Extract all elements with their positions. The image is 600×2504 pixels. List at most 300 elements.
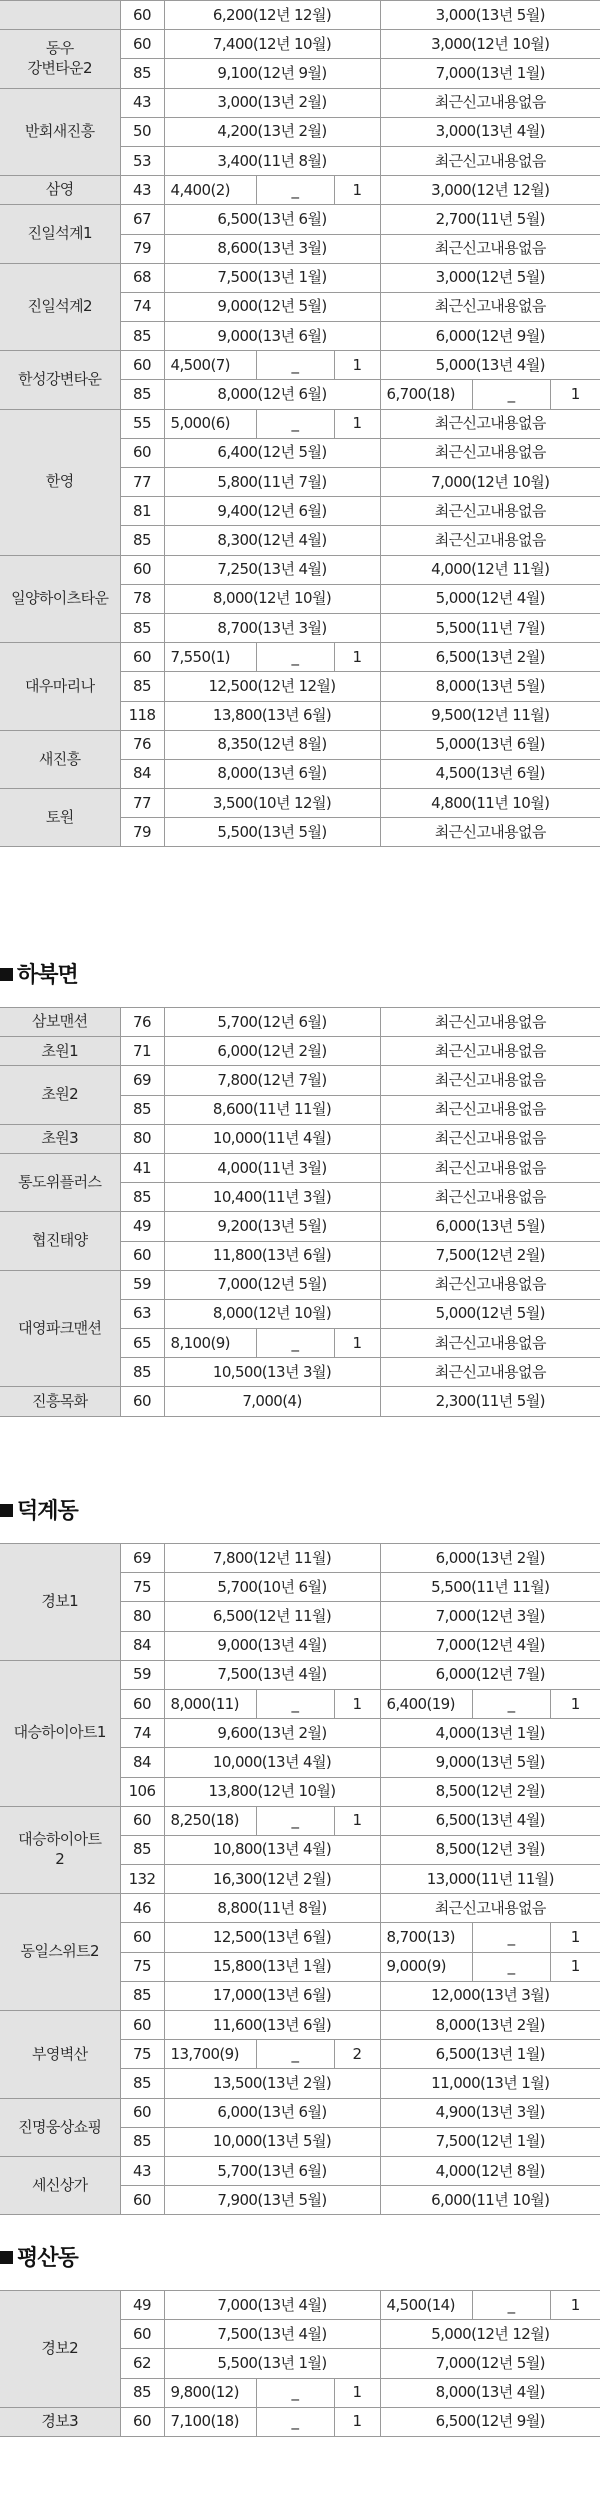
prev-price: 5,000(6) xyxy=(164,409,256,438)
recent-price: 8,500(12년 3월) xyxy=(380,1835,600,1864)
complex-name: 세신상가 xyxy=(0,2156,120,2214)
recent-price: 5,000(13년 4월) xyxy=(380,351,600,380)
prev-price: 5,700(13년 6월) xyxy=(164,2156,380,2185)
prev-price: 10,800(13년 4월) xyxy=(164,1835,380,1864)
recent-price: 4,500(13년 6월) xyxy=(380,759,600,788)
recent-price: 최근신고내용없음 xyxy=(380,438,600,467)
recent-price: 최근신고내용없음 xyxy=(380,1270,600,1299)
prev-price: 7,100(18) xyxy=(164,2407,256,2436)
recent-dash: _ xyxy=(472,1923,550,1952)
recent-price: 6,500(13년 2월) xyxy=(380,643,600,672)
recent-price: 3,000(12년 10월) xyxy=(380,30,600,59)
complex-name: 경보1 xyxy=(0,1544,120,1661)
area-size: 68 xyxy=(120,263,164,292)
prev-price: 12,500(12년 12월) xyxy=(164,672,380,701)
table-row xyxy=(0,1212,600,1241)
prev-price: 9,000(13년 4월) xyxy=(164,1631,380,1660)
recent-price: 최근신고내용없음 xyxy=(380,88,600,117)
table-row xyxy=(0,1660,600,1689)
complex-name: 통도위플러스 xyxy=(0,1153,120,1211)
recent-price: 최근신고내용없음 xyxy=(380,146,600,175)
section-title-text: 덕계동 xyxy=(17,1499,78,1524)
area-size: 132 xyxy=(120,1865,164,1894)
table-row xyxy=(0,1806,600,1835)
area-size: 60 xyxy=(120,2320,164,2349)
prev-price: 6,400(12년 5월) xyxy=(164,438,380,467)
recent-dash: _ xyxy=(472,380,550,409)
area-size: 85 xyxy=(120,526,164,555)
recent-price: 6,000(12년 7월) xyxy=(380,1660,600,1689)
prev-price: 7,500(13년 1월) xyxy=(164,263,380,292)
recent-price: 8,000(13년 2월) xyxy=(380,2011,600,2040)
section-title xyxy=(0,2242,78,2276)
prev-price: 5,700(10년 6월) xyxy=(164,1573,380,1602)
area-size: 85 xyxy=(120,2127,164,2156)
area-size: 60 xyxy=(120,555,164,584)
prev-price: 8,600(13년 3월) xyxy=(164,234,380,263)
prev-marker: 1 xyxy=(334,643,380,672)
prev-price: 3,000(13년 2월) xyxy=(164,88,380,117)
area-size: 60 xyxy=(120,1806,164,1835)
area-size: 76 xyxy=(120,1008,164,1037)
complex-name: 동우 강변타운2 xyxy=(0,30,120,88)
recent-price: 13,000(11년 11월) xyxy=(380,1865,600,1894)
recent-price: 8,500(12년 2월) xyxy=(380,1777,600,1806)
complex-name: 부영벽산 xyxy=(0,2011,120,2099)
prev-marker: 1 xyxy=(334,2407,380,2436)
area-size: 85 xyxy=(120,1981,164,2010)
area-size: 67 xyxy=(120,205,164,234)
area-size: 69 xyxy=(120,1544,164,1573)
recent-price: 5,000(12년 5월) xyxy=(380,1299,600,1328)
recent-price: 12,000(13년 3월) xyxy=(380,1981,600,2010)
table-row xyxy=(0,2098,600,2127)
recent-price: 최근신고내용없음 xyxy=(380,818,600,847)
area-size: 60 xyxy=(120,1241,164,1270)
section-title xyxy=(0,1495,78,1529)
area-size: 49 xyxy=(120,1212,164,1241)
section-bullet-icon xyxy=(0,1504,13,1517)
recent-price: 9,000(13년 5월) xyxy=(380,1748,600,1777)
area-size: 80 xyxy=(120,1124,164,1153)
prev-price: 9,600(13년 2월) xyxy=(164,1719,380,1748)
recent-marker: 1 xyxy=(550,1689,600,1718)
area-size: 79 xyxy=(120,234,164,263)
table-row xyxy=(0,351,600,380)
prev-price: 11,600(13년 6월) xyxy=(164,2011,380,2040)
recent-price: 7,000(12년 4월) xyxy=(380,1631,600,1660)
area-size: 84 xyxy=(120,1748,164,1777)
complex-name: 진명웅상쇼핑 xyxy=(0,2098,120,2156)
prev-price: 13,500(13년 2월) xyxy=(164,2069,380,2098)
area-size: 50 xyxy=(120,117,164,146)
prev-marker: 1 xyxy=(334,351,380,380)
recent-price: 8,000(13년 4월) xyxy=(380,2378,600,2407)
recent-price: 9,000(9) xyxy=(380,1952,472,1981)
price-table xyxy=(0,0,600,847)
prev-price: 7,800(12년 11월) xyxy=(164,1544,380,1573)
table-row xyxy=(0,789,600,818)
prev-price: 8,000(12년 6월) xyxy=(164,380,380,409)
table-row xyxy=(0,1387,600,1416)
recent-price: 8,000(13년 5월) xyxy=(380,672,600,701)
prev-price: 4,400(2) xyxy=(164,176,256,205)
recent-price: 7,000(13년 1월) xyxy=(380,59,600,88)
recent-price: 최근신고내용없음 xyxy=(380,409,600,438)
prev-price: 5,800(11년 7월) xyxy=(164,468,380,497)
recent-price: 8,700(13) xyxy=(380,1923,472,1952)
prev-price: 7,000(12년 5월) xyxy=(164,1270,380,1299)
recent-price: 최근신고내용없음 xyxy=(380,234,600,263)
table-row xyxy=(0,1037,600,1066)
area-size: 59 xyxy=(120,1270,164,1299)
table-row xyxy=(0,555,600,584)
area-size: 60 xyxy=(120,2186,164,2215)
prev-price: 11,800(13년 6월) xyxy=(164,1241,380,1270)
recent-price: 최근신고내용없음 xyxy=(380,1183,600,1212)
table-row xyxy=(0,1894,600,1923)
recent-price: 6,500(13년 4월) xyxy=(380,1806,600,1835)
prev-price: 13,800(13년 6월) xyxy=(164,701,380,730)
prev-price: 8,600(11년 11월) xyxy=(164,1095,380,1124)
prev-marker: 1 xyxy=(334,1329,380,1358)
table-row xyxy=(0,1008,600,1037)
prev-price: 13,700(9) xyxy=(164,2040,256,2069)
recent-dash: _ xyxy=(472,1952,550,1981)
recent-marker: 1 xyxy=(550,1952,600,1981)
prev-dash: _ xyxy=(256,1689,334,1718)
prev-price: 8,700(13년 3월) xyxy=(164,613,380,642)
area-size: 60 xyxy=(120,2011,164,2040)
table-row xyxy=(0,2291,600,2320)
complex-name: 경보3 xyxy=(0,2407,120,2436)
complex-name: 한영 xyxy=(0,409,120,555)
prev-price: 17,000(13년 6월) xyxy=(164,1981,380,2010)
area-size: 79 xyxy=(120,818,164,847)
area-size: 55 xyxy=(120,409,164,438)
section-title-text: 하북면 xyxy=(17,963,78,988)
prev-price: 8,000(12년 10월) xyxy=(164,1299,380,1328)
table-row xyxy=(0,30,600,59)
area-size: 41 xyxy=(120,1153,164,1182)
area-size: 85 xyxy=(120,1095,164,1124)
area-size: 46 xyxy=(120,1894,164,1923)
prev-price: 12,500(13년 6월) xyxy=(164,1923,380,1952)
recent-price: 6,700(18) xyxy=(380,380,472,409)
prev-price: 9,200(13년 5월) xyxy=(164,1212,380,1241)
recent-price: 최근신고내용없음 xyxy=(380,1066,600,1095)
area-size: 60 xyxy=(120,2407,164,2436)
prev-price: 7,000(4) xyxy=(164,1387,380,1416)
prev-marker: 1 xyxy=(334,1806,380,1835)
area-size: 60 xyxy=(120,1387,164,1416)
prev-price: 3,400(11년 8월) xyxy=(164,146,380,175)
prev-price: 10,500(13년 3월) xyxy=(164,1358,380,1387)
complex-name: 동일스위트2 xyxy=(0,1894,120,2011)
prev-price: 5,500(13년 5월) xyxy=(164,818,380,847)
table-row xyxy=(0,2407,600,2436)
section-title-text: 평산동 xyxy=(17,2246,78,2271)
prev-price: 5,500(13년 1월) xyxy=(164,2349,380,2378)
price-table xyxy=(0,1543,600,2215)
prev-dash: _ xyxy=(256,2407,334,2436)
area-size: 62 xyxy=(120,2349,164,2378)
recent-price: 5,000(12년 4월) xyxy=(380,584,600,613)
prev-price: 6,200(12년 12월) xyxy=(164,1,380,30)
prev-price: 13,800(12년 10월) xyxy=(164,1777,380,1806)
section-title xyxy=(0,959,78,993)
recent-price: 최근신고내용없음 xyxy=(380,1894,600,1923)
recent-price: 5,000(12년 12월) xyxy=(380,2320,600,2349)
recent-price: 6,000(13년 5월) xyxy=(380,1212,600,1241)
prev-price: 8,000(13년 6월) xyxy=(164,759,380,788)
recent-price: 11,000(13년 1월) xyxy=(380,2069,600,2098)
recent-price: 6,000(12년 9월) xyxy=(380,322,600,351)
area-size: 85 xyxy=(120,613,164,642)
recent-dash: _ xyxy=(472,1689,550,1718)
recent-price: 최근신고내용없음 xyxy=(380,1153,600,1182)
recent-price: 7,000(12년 3월) xyxy=(380,1602,600,1631)
prev-marker: 1 xyxy=(334,2378,380,2407)
complex-name: 초원3 xyxy=(0,1124,120,1153)
prev-price: 7,500(13년 4월) xyxy=(164,2320,380,2349)
recent-price: 9,500(12년 11월) xyxy=(380,701,600,730)
recent-price: 6,000(13년 2월) xyxy=(380,1544,600,1573)
table-row xyxy=(0,205,600,234)
complex-name: 삼보맨션 xyxy=(0,1008,120,1037)
complex-name: 경보2 xyxy=(0,2291,120,2408)
area-size: 80 xyxy=(120,1602,164,1631)
prev-dash: _ xyxy=(256,1806,334,1835)
recent-price: 3,000(13년 5월) xyxy=(380,1,600,30)
area-size: 69 xyxy=(120,1066,164,1095)
recent-price: 4,000(12년 11월) xyxy=(380,555,600,584)
prev-price: 16,300(12년 2월) xyxy=(164,1865,380,1894)
table-row xyxy=(0,1,600,30)
recent-price: 5,500(11년 7월) xyxy=(380,613,600,642)
prev-price: 6,500(13년 6월) xyxy=(164,205,380,234)
complex-name: 반회새진흥 xyxy=(0,88,120,176)
prev-price: 8,000(11) xyxy=(164,1689,256,1718)
recent-price: 4,800(11년 10월) xyxy=(380,789,600,818)
area-size: 85 xyxy=(120,672,164,701)
recent-price: 최근신고내용없음 xyxy=(380,526,600,555)
area-size: 85 xyxy=(120,1358,164,1387)
table-row xyxy=(0,88,600,117)
prev-price: 7,900(13년 5월) xyxy=(164,2186,380,2215)
area-size: 43 xyxy=(120,2156,164,2185)
prev-price: 10,000(13년 4월) xyxy=(164,1748,380,1777)
area-size: 78 xyxy=(120,584,164,613)
area-size: 77 xyxy=(120,789,164,818)
prev-price: 8,000(12년 10월) xyxy=(164,584,380,613)
section-bullet-icon xyxy=(0,968,13,981)
complex-name: 일양하이츠타운 xyxy=(0,555,120,643)
recent-price: 최근신고내용없음 xyxy=(380,1008,600,1037)
recent-price: 최근신고내용없음 xyxy=(380,1095,600,1124)
area-size: 60 xyxy=(120,1689,164,1718)
price-table xyxy=(0,2290,600,2437)
table-row xyxy=(0,1124,600,1153)
area-size: 59 xyxy=(120,1660,164,1689)
complex-name: 대승하이아트1 xyxy=(0,1660,120,1806)
prev-price: 8,350(12년 8월) xyxy=(164,730,380,759)
prev-price: 6,500(12년 11월) xyxy=(164,1602,380,1631)
area-size: 63 xyxy=(120,1299,164,1328)
complex-name: 대승하이아트 2 xyxy=(0,1806,120,1894)
prev-price: 7,250(13년 4월) xyxy=(164,555,380,584)
prev-price: 9,000(12년 5월) xyxy=(164,292,380,321)
prev-price: 8,100(9) xyxy=(164,1329,256,1358)
prev-price: 9,400(12년 6월) xyxy=(164,497,380,526)
area-size: 71 xyxy=(120,1037,164,1066)
area-size: 77 xyxy=(120,468,164,497)
price-table xyxy=(0,1007,600,1417)
prev-dash: _ xyxy=(256,643,334,672)
recent-marker: 1 xyxy=(550,1923,600,1952)
table-row xyxy=(0,1544,600,1573)
complex-name: 새진흥 xyxy=(0,730,120,788)
recent-price: 3,000(13년 4월) xyxy=(380,117,600,146)
prev-price: 7,400(12년 10월) xyxy=(164,30,380,59)
table-row xyxy=(0,730,600,759)
recent-price: 4,900(13년 3월) xyxy=(380,2098,600,2127)
recent-price: 5,000(13년 6월) xyxy=(380,730,600,759)
recent-price: 2,700(11년 5월) xyxy=(380,205,600,234)
complex-name: 초원2 xyxy=(0,1066,120,1124)
prev-dash: _ xyxy=(256,176,334,205)
table-row xyxy=(0,409,600,438)
area-size: 81 xyxy=(120,497,164,526)
recent-price: 최근신고내용없음 xyxy=(380,497,600,526)
area-size: 75 xyxy=(120,1573,164,1602)
table-row xyxy=(0,1153,600,1182)
recent-dash: _ xyxy=(472,2291,550,2320)
prev-price: 5,700(12년 6월) xyxy=(164,1008,380,1037)
table-row xyxy=(0,1270,600,1299)
complex-name: 토원 xyxy=(0,789,120,847)
prev-price: 7,000(13년 4월) xyxy=(164,2291,380,2320)
area-size: 60 xyxy=(120,1,164,30)
prev-price: 6,000(13년 6월) xyxy=(164,2098,380,2127)
recent-price: 6,500(13년 1월) xyxy=(380,2040,600,2069)
prev-price: 9,800(12) xyxy=(164,2378,256,2407)
area-size: 84 xyxy=(120,759,164,788)
prev-price: 4,500(7) xyxy=(164,351,256,380)
table-row xyxy=(0,176,600,205)
prev-dash: _ xyxy=(256,2378,334,2407)
area-size: 106 xyxy=(120,1777,164,1806)
complex-name: 대영파크맨션 xyxy=(0,1270,120,1387)
area-size: 85 xyxy=(120,322,164,351)
recent-price: 3,000(12년 12월) xyxy=(380,176,600,205)
section-bullet-icon xyxy=(0,2251,13,2264)
table-row xyxy=(0,1066,600,1095)
table-row xyxy=(0,643,600,672)
area-size: 60 xyxy=(120,438,164,467)
prev-price: 8,300(12년 4월) xyxy=(164,526,380,555)
prev-marker: 2 xyxy=(334,2040,380,2069)
area-size: 85 xyxy=(120,2069,164,2098)
recent-price: 2,300(11년 5월) xyxy=(380,1387,600,1416)
area-size: 43 xyxy=(120,176,164,205)
prev-price: 7,500(13년 4월) xyxy=(164,1660,380,1689)
area-size: 118 xyxy=(120,701,164,730)
prev-dash: _ xyxy=(256,351,334,380)
recent-price: 4,000(12년 8월) xyxy=(380,2156,600,2185)
area-size: 60 xyxy=(120,1923,164,1952)
table-row xyxy=(0,2156,600,2185)
area-size: 43 xyxy=(120,88,164,117)
recent-price: 4,500(14) xyxy=(380,2291,472,2320)
prev-dash: _ xyxy=(256,1329,334,1358)
complex-name: 초원1 xyxy=(0,1037,120,1066)
prev-price: 10,400(11년 3월) xyxy=(164,1183,380,1212)
area-size: 85 xyxy=(120,1183,164,1212)
prev-marker: 1 xyxy=(334,409,380,438)
prev-marker: 1 xyxy=(334,176,380,205)
recent-price: 7,500(12년 2월) xyxy=(380,1241,600,1270)
prev-price: 7,550(1) xyxy=(164,643,256,672)
prev-price: 15,800(13년 1월) xyxy=(164,1952,380,1981)
prev-price: 8,800(11년 8월) xyxy=(164,1894,380,1923)
recent-marker: 1 xyxy=(550,380,600,409)
recent-price: 5,500(11년 11월) xyxy=(380,1573,600,1602)
recent-price: 최근신고내용없음 xyxy=(380,1358,600,1387)
prev-dash: _ xyxy=(256,409,334,438)
recent-price: 3,000(12년 5월) xyxy=(380,263,600,292)
area-size: 60 xyxy=(120,643,164,672)
area-size: 75 xyxy=(120,2040,164,2069)
complex-name: 진흥목화 xyxy=(0,1387,120,1416)
prev-price: 9,100(12년 9월) xyxy=(164,59,380,88)
area-size: 85 xyxy=(120,1835,164,1864)
area-size: 75 xyxy=(120,1952,164,1981)
table-row xyxy=(0,263,600,292)
area-size: 65 xyxy=(120,1329,164,1358)
area-size: 85 xyxy=(120,59,164,88)
prev-price: 7,800(12년 7월) xyxy=(164,1066,380,1095)
prev-price: 4,200(13년 2월) xyxy=(164,117,380,146)
table-row xyxy=(0,2011,600,2040)
area-size: 85 xyxy=(120,2378,164,2407)
recent-price: 최근신고내용없음 xyxy=(380,1329,600,1358)
area-size: 84 xyxy=(120,1631,164,1660)
area-size: 53 xyxy=(120,146,164,175)
area-size: 76 xyxy=(120,730,164,759)
recent-price: 7,000(12년 5월) xyxy=(380,2349,600,2378)
prev-dash: _ xyxy=(256,2040,334,2069)
complex-name: 대우마리나 xyxy=(0,643,120,731)
area-size: 74 xyxy=(120,1719,164,1748)
recent-marker: 1 xyxy=(550,2291,600,2320)
recent-price: 6,000(11년 10월) xyxy=(380,2186,600,2215)
complex-name: 협진태양 xyxy=(0,1212,120,1270)
prev-price: 8,250(18) xyxy=(164,1806,256,1835)
recent-price: 7,500(12년 1월) xyxy=(380,2127,600,2156)
area-size: 60 xyxy=(120,351,164,380)
complex-name xyxy=(0,1,120,30)
recent-price: 4,000(13년 1월) xyxy=(380,1719,600,1748)
complex-name: 진일석계1 xyxy=(0,205,120,263)
complex-name: 한성강변타운 xyxy=(0,351,120,409)
prev-price: 10,000(11년 4월) xyxy=(164,1124,380,1153)
recent-price: 7,000(12년 10월) xyxy=(380,468,600,497)
recent-price: 최근신고내용없음 xyxy=(380,1124,600,1153)
recent-price: 최근신고내용없음 xyxy=(380,1037,600,1066)
prev-price: 10,000(13년 5월) xyxy=(164,2127,380,2156)
prev-marker: 1 xyxy=(334,1689,380,1718)
